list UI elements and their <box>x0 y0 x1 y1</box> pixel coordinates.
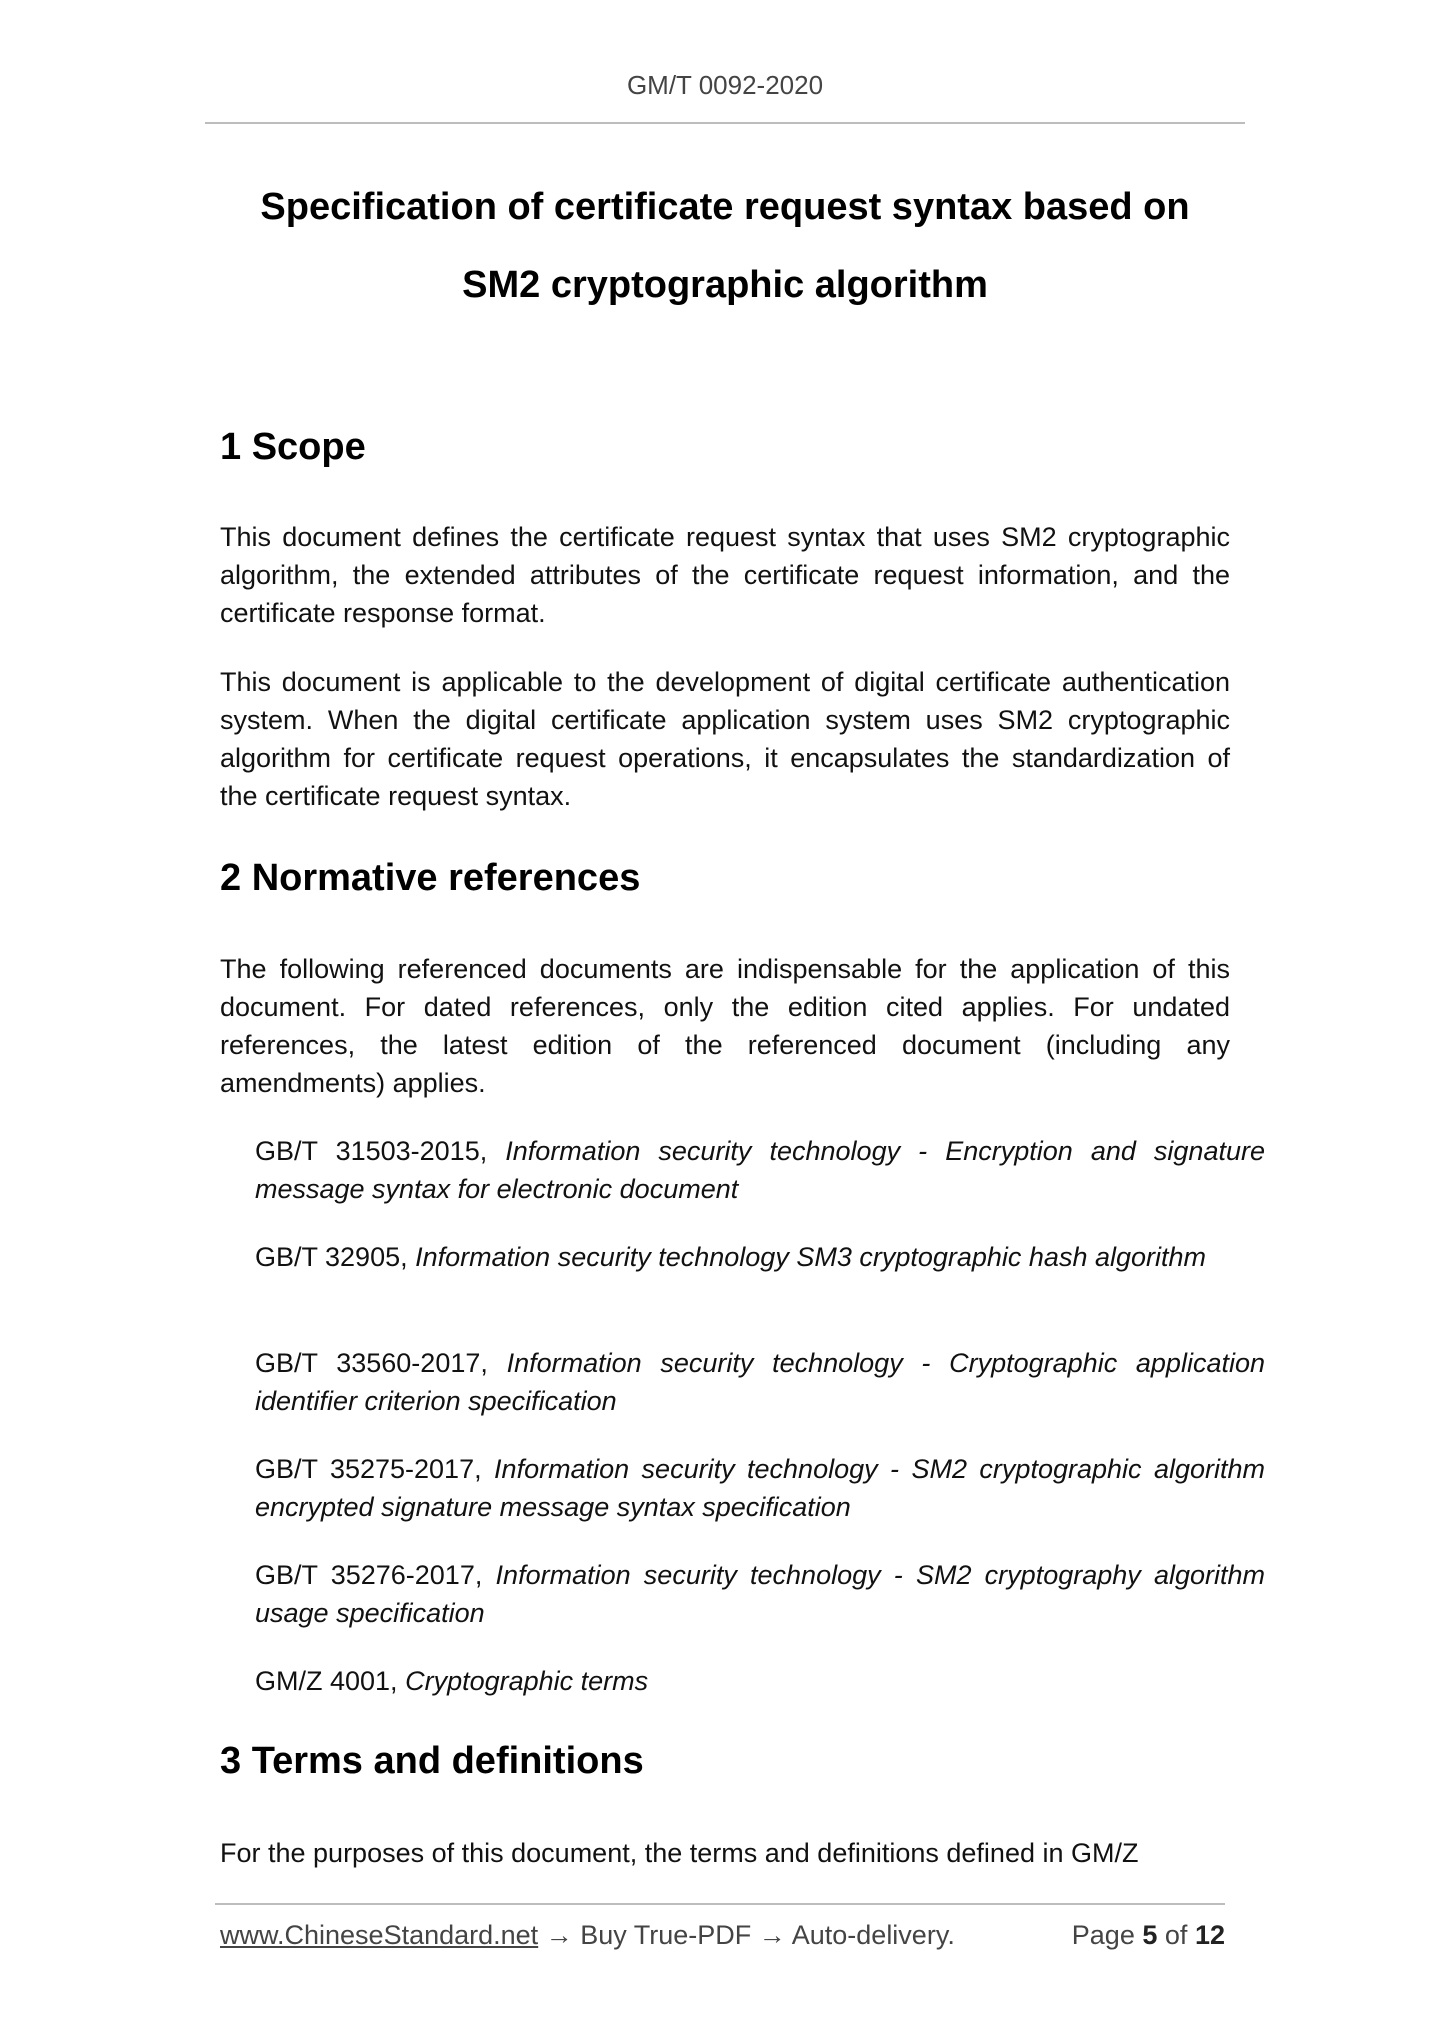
reference-item <box>220 1662 1265 1700</box>
current-page: 5 <box>1142 1920 1158 1950</box>
reference-title: Information security technology SM3 cryptographic hash algorithm <box>415 1242 1207 1272</box>
page-footer <box>220 1920 1225 1951</box>
reference-code: GB/T 32905, <box>255 1242 408 1272</box>
reference-code: GB/T 35275-2017, <box>255 1454 482 1484</box>
scope-paragraph-1: This document defines the certificate request syntax that uses SM2 cryptographic algorithm, the extended attributes of the certificate request information, and the certificate response format. <box>220 522 1230 628</box>
running-header: GM/T 0092-2020 <box>626 70 824 100</box>
document-title <box>205 168 1245 324</box>
footer-promo <box>220 1920 955 1951</box>
section-heading-normative-references: 2 Normative references <box>220 857 641 899</box>
document-title-line-1: Specification of certificate request syntax based on <box>260 186 1190 228</box>
reference-title: Information security technology - Cryptographic application identifier criterion specification <box>255 1348 1265 1416</box>
reference-title: Information security technology - Encryption and signature message syntax for electronic document <box>255 1136 1265 1204</box>
reference-code: GB/T 31503-2015, <box>255 1136 488 1166</box>
website-link[interactable]: www.ChineseStandard.net <box>220 1920 539 1950</box>
reference-code: GB/T 35276-2017, <box>255 1560 483 1590</box>
section-heading-terms-and-definitions: 3 Terms and definitions <box>220 1740 644 1782</box>
reference-code: GB/T 33560-2017, <box>255 1348 488 1378</box>
document-title-line-2: SM2 cryptographic algorithm <box>462 264 988 306</box>
footer-promo-text: → Buy True-PDF → Auto-delivery. <box>538 1920 955 1950</box>
reference-code: GM/Z 4001, <box>255 1666 398 1696</box>
reference-item <box>220 1556 1265 1632</box>
scope-paragraph-2: This document is applicable to the development of digital certificate authentication system. When the digital certificate application system uses SM2 cryptographic algorithm for certificate request operations, it encapsulates the standardization of the certificate request syntax. <box>220 667 1230 811</box>
reference-item <box>220 1132 1265 1208</box>
normative-intro-paragraph: The following referenced documents are indispensable for the application of this document. For dated references, only the edition cited applies. For undated references, the latest edition of the referenced document (including any amendments) applies. <box>220 954 1230 1098</box>
terms-paragraph-1: For the purposes of this document, the terms and definitions defined in GM/Z <box>220 1838 1139 1868</box>
reference-title: Information security technology - SM2 cryptographic algorithm encrypted signature message syntax specification <box>255 1454 1265 1522</box>
section-heading-scope: 1 Scope <box>220 426 366 468</box>
page-label: Page <box>1071 1920 1135 1950</box>
total-pages: 12 <box>1194 1920 1225 1950</box>
of-label: of <box>1164 1920 1188 1950</box>
reference-title: Information security technology - SM2 cryptography algorithm usage specification <box>255 1560 1265 1628</box>
reference-title: Cryptographic terms <box>405 1666 649 1696</box>
header-divider <box>205 122 1245 124</box>
footer-divider <box>215 1903 1225 1905</box>
reference-item <box>220 1238 1265 1276</box>
reference-item <box>220 1344 1265 1420</box>
reference-item <box>220 1450 1265 1526</box>
page-number <box>1072 1920 1225 1951</box>
